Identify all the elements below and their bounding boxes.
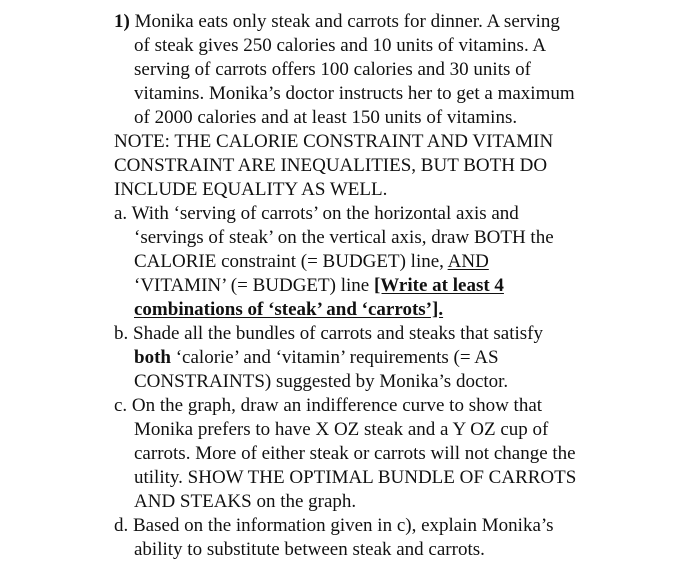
intro-line-5: of 2000 calories and at least 150 units of vitamins. — [134, 107, 518, 128]
part-b-line-2 — [134, 346, 499, 370]
part-c-line-5: AND STEAKS on the graph. — [134, 491, 357, 512]
intro-line-3: serving of carrots offers 100 calories and 30 units of — [134, 59, 531, 80]
note-line-2: CONSTRAINT ARE INEQUALITIES, BUT BOTH DO — [114, 155, 548, 176]
note-line-1: NOTE: THE CALORIE CONSTRAINT AND VITAMIN — [114, 131, 554, 152]
part-b-line-3: CONSTRAINTS) suggested by Monika’s doctor. — [134, 371, 509, 392]
part-a-line-4-text: ‘VITAMIN’ (= BUDGET) line — [134, 275, 374, 296]
intro-line-4: vitamins. Monika’s doctor instructs her to get a maximum — [134, 83, 575, 104]
part-b-both-bold: both — [134, 347, 171, 368]
question-number: 1) — [114, 11, 130, 32]
part-b-line-2-text: ‘calorie’ and ‘vitamin’ requirements (= AS — [170, 347, 499, 368]
part-d-line-2: ability to substitute between steak and carrots. — [134, 539, 485, 560]
part-a-line-1: a. With ‘serving of carrots’ on the horizontal axis and — [114, 203, 519, 224]
intro-line-1 — [114, 10, 560, 34]
part-a-and-underlined: AND — [447, 251, 489, 272]
part-b-line-1: b. Shade all the bundles of carrots and steaks that satisfy — [114, 323, 543, 344]
part-c-line-3: carrots. More of either steak or carrots will not change the — [134, 443, 576, 464]
part-c-line-2: Monika prefers to have X OZ steak and a Y OZ cup of — [134, 419, 549, 440]
part-a-line-5: combinations of ‘steak’ and ‘carrots’]. — [134, 299, 444, 320]
part-a-line-2: ‘servings of steak’ on the vertical axis, draw BOTH the — [134, 227, 554, 248]
intro-text-1: Monika eats only steak and carrots for dinner. A serving — [134, 11, 560, 32]
intro-line-2: of steak gives 250 calories and 10 units of vitamins. A — [134, 35, 547, 56]
part-a-line-4 — [134, 274, 504, 298]
part-d-line-1: d. Based on the information given in c), explain Monika’s — [114, 515, 554, 536]
part-a-line-3 — [134, 250, 489, 274]
note-line-3: INCLUDE EQUALITY AS WELL. — [114, 179, 388, 200]
part-a-line-3-text: CALORIE constraint (= BUDGET) line, — [134, 251, 448, 272]
part-a-instruction-bold: [Write at least 4 — [373, 275, 504, 296]
part-c-line-4: utility. SHOW THE OPTIMAL BUNDLE OF CARROTS — [134, 467, 577, 488]
part-c-line-1: c. On the graph, draw an indifference curve to show that — [114, 395, 543, 416]
